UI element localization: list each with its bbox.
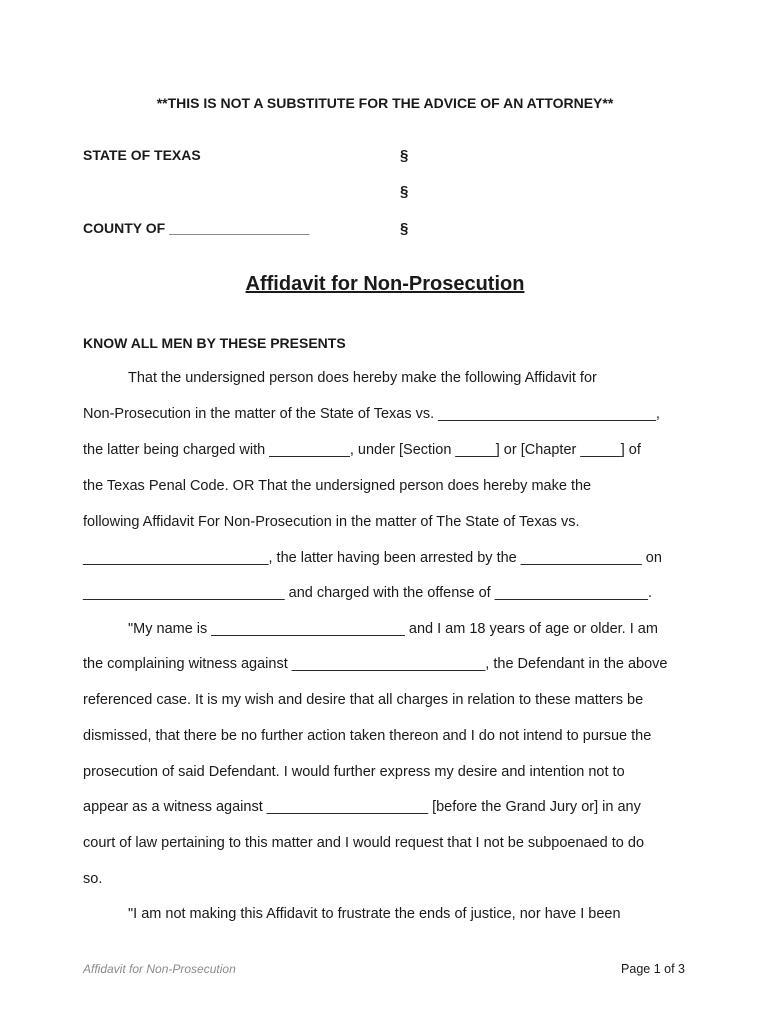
body-line-14: court of law pertaining to this matter and I would request that I not be subpoenaed to do <box>83 835 645 851</box>
county-label: COUNTY OF __________________ <box>83 220 310 236</box>
body-line-16: "I am not making this Affidavit to frustrate the ends of justice, nor have I been <box>128 906 621 922</box>
body-line-9: the complaining witness against ________________________, the Defendant in the above <box>83 656 668 672</box>
body-line-4: the Texas Penal Code. OR That the undersigned person does hereby make the <box>83 478 592 494</box>
body-line-11: dismissed, that there be no further action taken thereon and I do not intend to pursue the <box>83 728 652 744</box>
state-label: STATE OF TEXAS <box>83 147 201 163</box>
section-symbol-2: § <box>400 183 409 200</box>
body-line-7: _________________________ and charged with the offense of ___________________. <box>83 585 652 601</box>
body-line-3: the latter being charged with __________, under [Section _____] or [Chapter _____] of <box>83 442 641 458</box>
body-line-6: _______________________, the latter having been arrested by the _______________ on <box>83 550 662 566</box>
disclaimer: **THIS IS NOT A SUBSTITUTE FOR THE ADVICE OF AN ATTORNEY** <box>156 95 614 111</box>
body-line-5: following Affidavit For Non-Prosecution in the matter of The State of Texas vs. <box>83 514 580 530</box>
footer-document-name: Affidavit for Non-Prosecution <box>83 962 236 976</box>
body-line-13: appear as a witness against ____________________ [before the Grand Jury or] in any <box>83 799 641 815</box>
body-line-1: That the undersigned person does hereby make the following Affidavit for <box>128 370 597 386</box>
body-line-2: Non-Prosecution in the matter of the State of Texas vs. ___________________________, <box>83 406 660 422</box>
footer-page-number: Page 1 of 3 <box>621 962 685 976</box>
body-line-10: referenced case. It is my wish and desire that all charges in relation to these matters be <box>83 692 644 708</box>
body-line-8: "My name is ________________________ and I am 18 years of age or older. I am <box>128 621 658 637</box>
body-line-15: so. <box>83 871 103 887</box>
section-symbol-3: § <box>400 220 409 237</box>
section-symbol-1: § <box>400 147 409 164</box>
document-title: Affidavit for Non-Prosecution <box>245 273 525 295</box>
body-line-12: prosecution of said Defendant. I would further express my desire and intention not to <box>83 764 625 780</box>
know-all-men-heading: KNOW ALL MEN BY THESE PRESENTS <box>83 335 346 351</box>
